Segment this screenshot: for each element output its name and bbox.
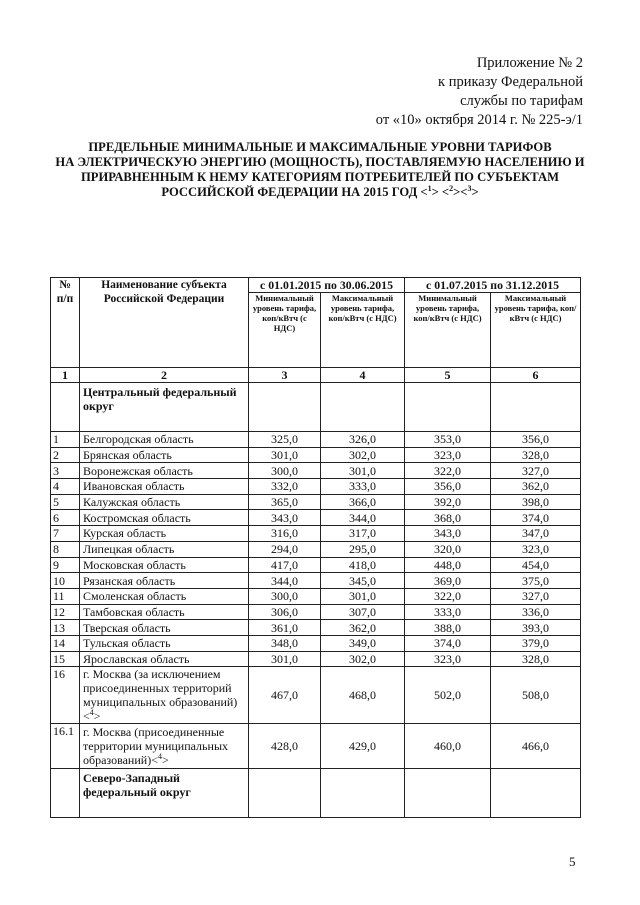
- row-number: 6: [51, 510, 80, 526]
- empty-cell: [249, 383, 321, 432]
- empty-cell: [405, 769, 491, 818]
- table-row: [51, 494, 581, 510]
- tariff-value: 336,0: [491, 604, 581, 620]
- tariff-value: 323,0: [405, 447, 491, 463]
- row-number: 16: [51, 667, 80, 724]
- header-min-2: Минимальный уровень тарифа, коп/кВтч (с НДС): [405, 293, 491, 368]
- region-rows: [51, 432, 581, 667]
- header-max-2: Максимальный уровень тарифа, коп/кВтч (с НДС): [491, 293, 581, 368]
- row-number: 1: [51, 432, 80, 448]
- empty-cell: [51, 383, 80, 432]
- tariff-value: 344,0: [249, 573, 321, 589]
- header-period-1: с 01.01.2015 по 30.06.2015: [249, 278, 405, 293]
- title-text: > <: [431, 185, 450, 199]
- subject-name-text: >: [93, 709, 101, 724]
- tariff-value: 327,0: [491, 463, 581, 479]
- subject-name: Белгородская область: [80, 432, 249, 448]
- tariff-value: 460,0: [405, 724, 491, 769]
- title-text: >: [471, 185, 479, 199]
- tariff-value: 302,0: [321, 651, 405, 667]
- tariff-value: 379,0: [491, 635, 581, 651]
- row-number: 16.1: [51, 724, 80, 769]
- district-row: [51, 769, 581, 818]
- header-period-2: с 01.07.2015 по 31.12.2015: [405, 278, 581, 293]
- tariff-value: 301,0: [321, 463, 405, 479]
- subject-name: Ярославская область: [80, 651, 249, 667]
- tariff-value: 429,0: [321, 724, 405, 769]
- tariff-value: 502,0: [405, 667, 491, 724]
- tariff-value: 361,0: [249, 620, 321, 636]
- title-line-with-refs: [40, 185, 600, 200]
- row-number: 2: [51, 447, 80, 463]
- appendix-line: к приказу Федеральной: [438, 74, 583, 90]
- header-min-1: Минимальный уровень тарифа, коп/кВтч (с НДС): [249, 293, 321, 368]
- column-number: 2: [80, 368, 249, 383]
- subject-name: Курская область: [80, 526, 249, 542]
- footnote-ref: 4: [89, 708, 94, 718]
- district-name: Центральный федеральный округ: [80, 383, 249, 432]
- table-row: [51, 510, 581, 526]
- title-line: ПРИРАВНЕННЫМ К НЕМУ КАТЕГОРИЯМ ПОТРЕБИТЕЛЕЙ ПО СУБЪЕКТАМ: [80, 170, 560, 184]
- tariff-value: 322,0: [405, 588, 491, 604]
- table-row: [51, 635, 581, 651]
- subject-name: Костромская область: [80, 510, 249, 526]
- tariff-value: 353,0: [405, 432, 491, 448]
- tariff-value: 328,0: [491, 651, 581, 667]
- header-subject-name: Наименование субъекта Российской Федерации: [80, 278, 249, 368]
- table-row: [51, 557, 581, 573]
- appendix-line: службы по тарифам: [460, 93, 583, 109]
- column-number: 3: [249, 368, 321, 383]
- tariff-value: 393,0: [491, 620, 581, 636]
- subject-name: Калужская область: [80, 494, 249, 510]
- tariff-value: 417,0: [249, 557, 321, 573]
- tariff-value: 418,0: [321, 557, 405, 573]
- table-row: [51, 526, 581, 542]
- tariff-value: 307,0: [321, 604, 405, 620]
- subject-name: Тверская область: [80, 620, 249, 636]
- tariff-value: 398,0: [491, 494, 581, 510]
- row-number: 8: [51, 541, 80, 557]
- empty-cell: [321, 383, 405, 432]
- subject-name: Липецкая область: [80, 541, 249, 557]
- tariff-value: 322,0: [405, 463, 491, 479]
- tariff-value: 362,0: [491, 479, 581, 495]
- tariff-value: 326,0: [321, 432, 405, 448]
- subject-name: Рязанская область: [80, 573, 249, 589]
- district-name: Северо-Западный федеральный округ: [80, 769, 249, 818]
- tariff-value: 323,0: [405, 651, 491, 667]
- tariff-value: 323,0: [491, 541, 581, 557]
- row-number: 14: [51, 635, 80, 651]
- district-row: [51, 383, 581, 432]
- table-row: [51, 573, 581, 589]
- title-text: РОССИЙСКОЙ ФЕДЕРАЦИИ НА 2015 ГОД <: [161, 185, 428, 199]
- document-title: [40, 140, 600, 200]
- table-row: [51, 620, 581, 636]
- tariff-value: 368,0: [405, 510, 491, 526]
- footnote-ref: 2: [449, 183, 454, 193]
- tariff-value: 345,0: [321, 573, 405, 589]
- tariff-value: 320,0: [405, 541, 491, 557]
- tariff-value: 316,0: [249, 526, 321, 542]
- column-number: 6: [491, 368, 581, 383]
- table-row: [51, 432, 581, 448]
- column-number: 5: [405, 368, 491, 383]
- tariff-value: 454,0: [491, 557, 581, 573]
- appendix-header: [376, 54, 583, 130]
- tariff-value: 301,0: [249, 651, 321, 667]
- tariff-value: 317,0: [321, 526, 405, 542]
- tariff-value: 466,0: [491, 724, 581, 769]
- empty-cell: [491, 769, 581, 818]
- tariff-value: 295,0: [321, 541, 405, 557]
- tariff-value: 392,0: [405, 494, 491, 510]
- tariff-value: 332,0: [249, 479, 321, 495]
- tariff-value: 327,0: [491, 588, 581, 604]
- column-number: 4: [321, 368, 405, 383]
- tariff-value: 375,0: [491, 573, 581, 589]
- table-row: [51, 588, 581, 604]
- tariff-value: 508,0: [491, 667, 581, 724]
- page-number: 5: [569, 854, 576, 869]
- tariff-value: 300,0: [249, 463, 321, 479]
- footnote-ref: 3: [467, 183, 472, 193]
- subject-name: Ивановская область: [80, 479, 249, 495]
- row-number: 7: [51, 526, 80, 542]
- subject-name-text: >: [161, 753, 169, 768]
- tariff-value: 333,0: [321, 479, 405, 495]
- tariff-value: 343,0: [405, 526, 491, 542]
- tariff-value: 356,0: [405, 479, 491, 495]
- table-row: [51, 541, 581, 557]
- tariff-value: 325,0: [249, 432, 321, 448]
- subject-name: Воронежская область: [80, 463, 249, 479]
- tariff-value: 301,0: [249, 447, 321, 463]
- row-number: 11: [51, 588, 80, 604]
- footnote-ref: 4: [157, 752, 162, 762]
- tariff-value: 362,0: [321, 620, 405, 636]
- row-number: 4: [51, 479, 80, 495]
- table-row: [51, 604, 581, 620]
- tariff-value: 374,0: [491, 510, 581, 526]
- tariff-value: 344,0: [321, 510, 405, 526]
- header-num: № п/п: [51, 278, 80, 368]
- row-number: 10: [51, 573, 80, 589]
- subject-name-text: г. Москва (за исключением присоединенных территорий муниципальных образований) <: [83, 667, 238, 724]
- empty-cell: [321, 769, 405, 818]
- tariff-value: 333,0: [405, 604, 491, 620]
- appendix-line: от «10» октября 2014 г. № 225-э/1: [375, 112, 583, 128]
- tariff-value: 300,0: [249, 588, 321, 604]
- column-number-row: [51, 368, 581, 383]
- tariff-value: 294,0: [249, 541, 321, 557]
- subject-name: Московская область: [80, 557, 249, 573]
- tariff-value: 306,0: [249, 604, 321, 620]
- row-number: 15: [51, 651, 80, 667]
- subject-name: Смоленская область: [80, 588, 249, 604]
- tariff-value: 369,0: [405, 573, 491, 589]
- title-line: НА ЭЛЕКТРИЧЕСКУЮ ЭНЕРГИЮ (МОЩНОСТЬ), ПОСТАВЛЯЕМУЮ НАСЕЛЕНИЮ И: [55, 155, 585, 169]
- table-row: [51, 447, 581, 463]
- tariff-value: 467,0: [249, 667, 321, 724]
- empty-cell: [51, 769, 80, 818]
- tariff-value: 448,0: [405, 557, 491, 573]
- empty-cell: [249, 769, 321, 818]
- table-row: [51, 651, 581, 667]
- tariff-value: 343,0: [249, 510, 321, 526]
- header-row: [51, 278, 581, 293]
- tariff-value: 328,0: [491, 447, 581, 463]
- row-number: 9: [51, 557, 80, 573]
- tariff-table: [50, 277, 581, 818]
- title-line: ПРЕДЕЛЬНЫЕ МИНИМАЛЬНЫЕ И МАКСИМАЛЬНЫЕ УРОВНИ ТАРИФОВ: [88, 140, 552, 154]
- table-row: [51, 724, 581, 769]
- tariff-value: 366,0: [321, 494, 405, 510]
- tariff-value: 356,0: [491, 432, 581, 448]
- appendix-line: Приложение № 2: [476, 55, 583, 71]
- subject-name: [80, 667, 249, 724]
- tariff-value: 301,0: [321, 588, 405, 604]
- table-row: [51, 479, 581, 495]
- row-number: 5: [51, 494, 80, 510]
- tariff-value: 349,0: [321, 635, 405, 651]
- tariff-value: 347,0: [491, 526, 581, 542]
- subject-name-text: г. Москва (присоединенные территории муниципальных образований)<: [83, 725, 229, 768]
- tariff-value: 388,0: [405, 620, 491, 636]
- tariff-value: 348,0: [249, 635, 321, 651]
- footnote-ref: 1: [427, 183, 432, 193]
- subject-name: [80, 724, 249, 769]
- tariff-value: 468,0: [321, 667, 405, 724]
- tariff-value: 302,0: [321, 447, 405, 463]
- tariff-value: 374,0: [405, 635, 491, 651]
- tariff-value: 365,0: [249, 494, 321, 510]
- tariff-value: 428,0: [249, 724, 321, 769]
- title-text: ><: [453, 185, 468, 199]
- subject-name: Тульская область: [80, 635, 249, 651]
- header-max-1: Максимальный уровень тарифа, коп/кВтч (с НДС): [321, 293, 405, 368]
- row-number: 3: [51, 463, 80, 479]
- table-row: [51, 463, 581, 479]
- table-row: [51, 667, 581, 724]
- row-number: 12: [51, 604, 80, 620]
- subject-name: Тамбовская область: [80, 604, 249, 620]
- subject-name: Брянская область: [80, 447, 249, 463]
- column-number: 1: [51, 368, 80, 383]
- empty-cell: [405, 383, 491, 432]
- empty-cell: [491, 383, 581, 432]
- row-number: 13: [51, 620, 80, 636]
